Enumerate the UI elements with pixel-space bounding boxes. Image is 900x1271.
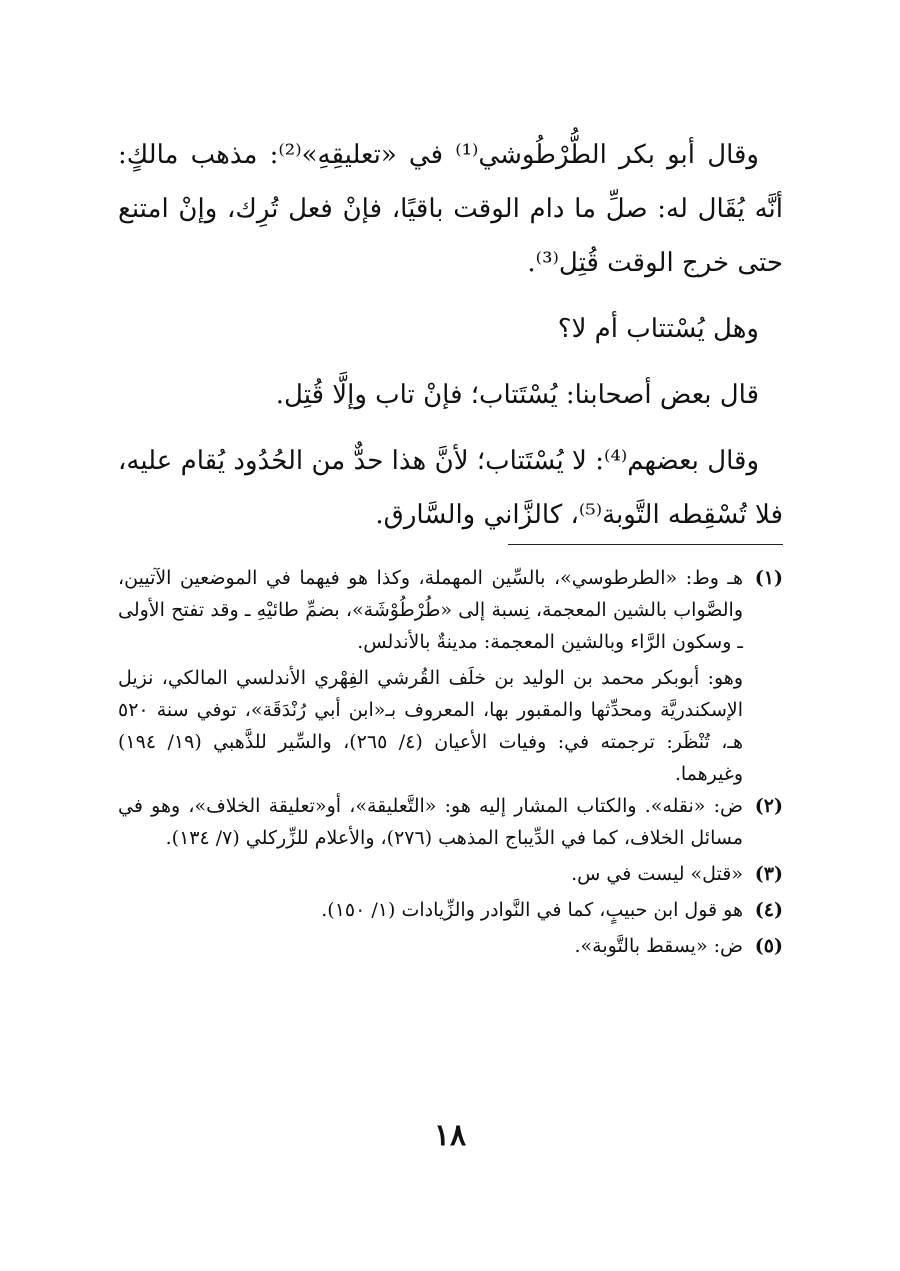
footnote-text: ض: «يسقط بالتَّوبة». — [574, 935, 743, 957]
footnote-3 — [118, 858, 783, 890]
footnote-number: (٥) — [754, 935, 783, 957]
paragraph-1: وقال أبو بكر الطُّرْطُوشي⁽¹⁾ في «تعليقِهِ»⁽²⁾: مذهب مالكٍ: أنَّه يُقَال له: صلِّ ما دام الوقت باقيًا، فإنْ فعل تُرِك، وإنْ امتنع حتى خرج الوقت قُتِل⁽³⁾. — [118, 140, 783, 278]
footnote-1 — [118, 562, 783, 658]
footnote-number: (٢) — [754, 795, 783, 817]
footnote-text: ض: «نقله». والكتاب المشار إليه هو: «التَّعليقة»، أو«تعليقة الخلاف»، وهو في مسائل الخلاف، كما في الدِّيباج المذهب (٢٧٦)، والأعلام للزِّركلي (٧/ ١٣٤). — [118, 795, 743, 849]
page-number: ١٨ — [433, 1118, 467, 1153]
footnote-number: (٣) — [754, 863, 783, 885]
footnote-1-continuation: وهو: أبوبكر محمد بن الوليد بن خلَف القُرشي الفِهْري الأندلسي المالكي، نزيل الإسكندريَّة ومحدِّثها والمقبور بها، المعروف بـ«ابن أبي رُنْدَقَة»، توفي سنة ٥٢٠ هـ، تُنْظَر: ترجمته في: وفيات الأعيان (٤/ ٢٦٥)، والسِّير للذَّهبي (١٩/ ١٩٤) وغيرهما. — [118, 667, 743, 785]
paragraph-3: قال بعض أصحابنا: يُسْتَتاب؛ فإنْ تاب وإلَّا قُتِل. — [275, 380, 759, 410]
footnote-number: (٤) — [754, 899, 783, 921]
paragraph-2: وهل يُسْتتاب أم لا؟ — [557, 314, 759, 344]
footnote-text: هو قول ابن حبيبٍ، كما في النَّوادر والزِّيادات (١/ ١٥٠). — [321, 899, 743, 921]
footnote-text: هـ وط: «الطرطوسي»، بالسِّين المهملة، وكذا هو فيهما في الموضعين الآتيين، والصَّواب بالشين المعجمة، نِسبة إلى «طُرْطُوْشَة»، بضمِّ طائيْهِ ـ وقد تفتح الأولى ـ وسكون الرَّاء وبالشين المعجمة: مدينةٌ بالأندلس. — [118, 567, 743, 653]
footnote-separator — [508, 544, 783, 545]
footnotes — [118, 562, 783, 966]
footnote-5 — [118, 930, 783, 962]
paragraph-4: وقال بعضهم⁽⁴⁾: لا يُسْتَتاب؛ لأنَّ هذا حدٌّ من الحُدُود يُقام عليه، فلا تُسْقِطه التَّوبة⁽⁵⁾، كالزَّاني والسَّارق. — [118, 446, 783, 530]
footnote-4 — [118, 894, 783, 926]
footnote-number: (١) — [754, 567, 783, 589]
footnote-text: «قتل» ليست في س. — [571, 863, 743, 885]
footnote-2 — [118, 790, 783, 854]
main-text — [118, 128, 783, 542]
